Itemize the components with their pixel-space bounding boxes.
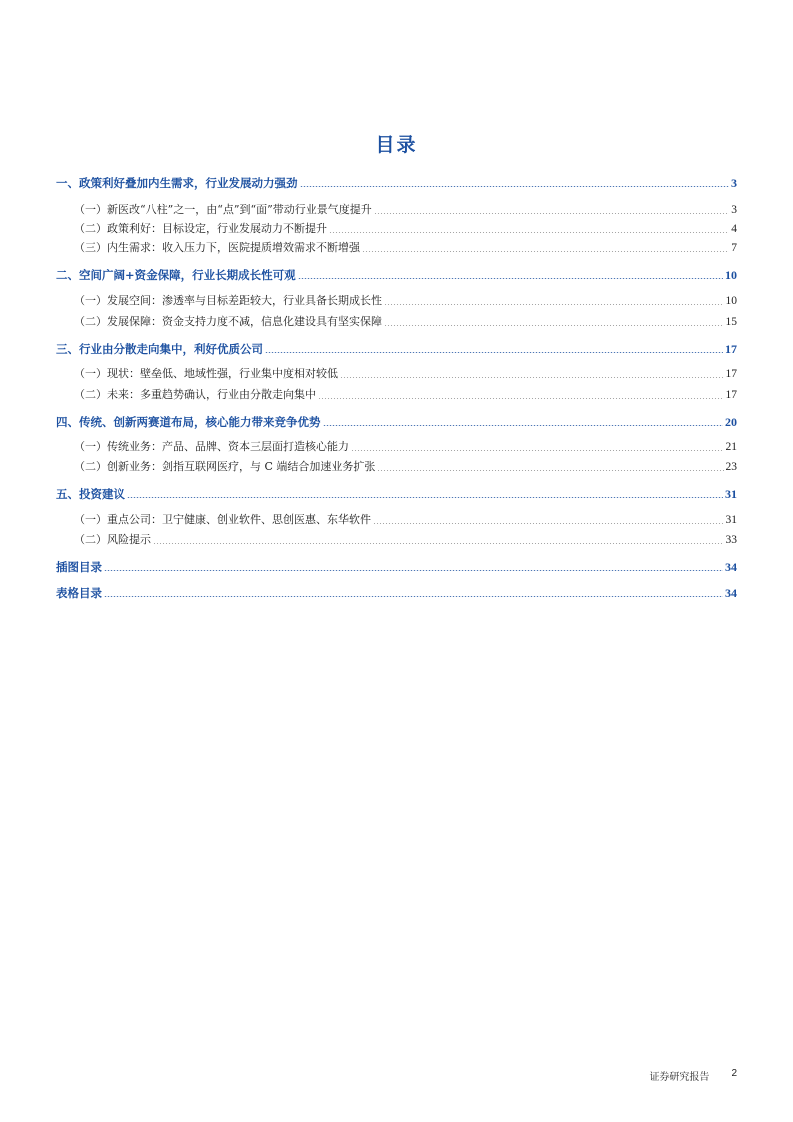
toc-page: 23 xyxy=(725,461,737,473)
toc-page: 17 xyxy=(725,389,737,401)
toc-label: （一）新医改“八柱”之一，由“点”到“面”带动行业景气度提升 xyxy=(74,203,372,216)
toc-entry[interactable] xyxy=(74,529,737,547)
toc-label: （二）创新业务：剑指互联网医疗，与 C 端结合加速业务扩张 xyxy=(74,460,376,473)
toc-entry[interactable] xyxy=(56,483,737,501)
toc-entry[interactable] xyxy=(74,363,737,381)
toc-entry[interactable] xyxy=(74,456,737,474)
page-footer xyxy=(649,1068,737,1083)
toc-page: 15 xyxy=(725,316,737,328)
toc-leader xyxy=(329,232,729,233)
toc-leader xyxy=(104,570,723,571)
toc-leader xyxy=(104,596,723,597)
toc-label: （二）未来：多重趋势确认，行业由分散走向集中 xyxy=(74,388,316,401)
toc-entry[interactable] xyxy=(74,384,737,402)
toc-label: 表格目录 xyxy=(56,586,102,600)
toc-leader xyxy=(298,278,723,279)
toc-page: 10 xyxy=(725,268,737,282)
toc-label: （一）重点公司：卫宁健康、创业软件、思创医惠、东华软件 xyxy=(74,513,371,526)
page-number: 2 xyxy=(731,1068,737,1079)
toc-page: 3 xyxy=(731,204,737,216)
toc-label: （一）发展空间：渗透率与目标差距较大，行业具备长期成长性 xyxy=(74,294,382,307)
toc-label: 三、行业由分散走向集中，利好优质公司 xyxy=(56,342,263,356)
toc-page: 34 xyxy=(725,586,737,600)
toc-page: 17 xyxy=(725,368,737,380)
toc-leader xyxy=(351,450,724,451)
toc-page: 31 xyxy=(725,514,737,526)
toc-entry[interactable] xyxy=(74,218,737,236)
toc-page: 33 xyxy=(725,534,737,546)
toc-entry[interactable] xyxy=(74,237,737,255)
toc-entry[interactable] xyxy=(56,264,737,282)
toc-page: 7 xyxy=(731,242,737,254)
toc-entry[interactable] xyxy=(74,436,737,454)
toc-label: （一）传统业务：产品、品牌、资本三层面打造核心能力 xyxy=(74,440,349,453)
toc-entry[interactable] xyxy=(56,338,737,356)
toc-leader xyxy=(384,304,724,305)
toc-label: 二、空间广阔+资金保障，行业长期成长性可观 xyxy=(56,268,296,282)
toc-leader xyxy=(377,470,723,471)
toc-leader xyxy=(265,352,723,353)
toc-page: 21 xyxy=(725,441,737,453)
toc-label: 五、投资建议 xyxy=(56,487,125,501)
toc-label: （二）政策利好：目标设定，行业发展动力不断提升 xyxy=(74,222,327,235)
toc-page: 34 xyxy=(725,560,737,574)
toc-entry[interactable] xyxy=(56,172,737,190)
page-title: 目录 xyxy=(375,134,418,156)
toc-page: 3 xyxy=(731,176,737,190)
toc-entry[interactable] xyxy=(74,311,737,329)
toc-page: 4 xyxy=(731,223,737,235)
toc-leader xyxy=(374,213,730,214)
toc-leader xyxy=(373,523,724,524)
toc-leader xyxy=(318,398,724,399)
toc-entry[interactable] xyxy=(56,411,737,429)
toc-entry[interactable] xyxy=(56,582,737,600)
toc-label: 四、传统、创新两赛道布局，核心能力带来竞争优势 xyxy=(56,415,321,429)
toc-label: （二）发展保障：资金支持力度不减，信息化建设具有坚实保障 xyxy=(74,315,382,328)
toc-leader xyxy=(362,251,729,252)
toc-label: 一、政策利好叠加内生需求，行业发展动力强劲 xyxy=(56,176,298,190)
toc-page: 31 xyxy=(725,487,737,501)
toc-label: 插图目录 xyxy=(56,560,102,574)
toc-page: 20 xyxy=(725,415,737,429)
toc-leader xyxy=(127,497,723,498)
toc-leader xyxy=(384,325,724,326)
toc-leader xyxy=(153,543,724,544)
toc-page: 10 xyxy=(725,295,737,307)
report-type: 证券研究报告 xyxy=(649,1072,710,1083)
toc-page: 17 xyxy=(725,342,737,356)
toc-leader xyxy=(340,377,724,378)
toc-label: （二）风险提示 xyxy=(74,533,151,546)
toc-entry[interactable] xyxy=(56,556,737,574)
toc-entry[interactable] xyxy=(74,290,737,308)
toc-label: （三）内生需求：收入压力下，医院提质增效需求不断增强 xyxy=(74,241,360,254)
toc-label: （一）现状：壁垒低、地域性强，行业集中度相对较低 xyxy=(74,367,338,380)
toc-leader xyxy=(323,425,724,426)
toc-entry[interactable] xyxy=(74,509,737,527)
toc-leader xyxy=(300,186,730,187)
toc-entry[interactable] xyxy=(74,199,737,217)
